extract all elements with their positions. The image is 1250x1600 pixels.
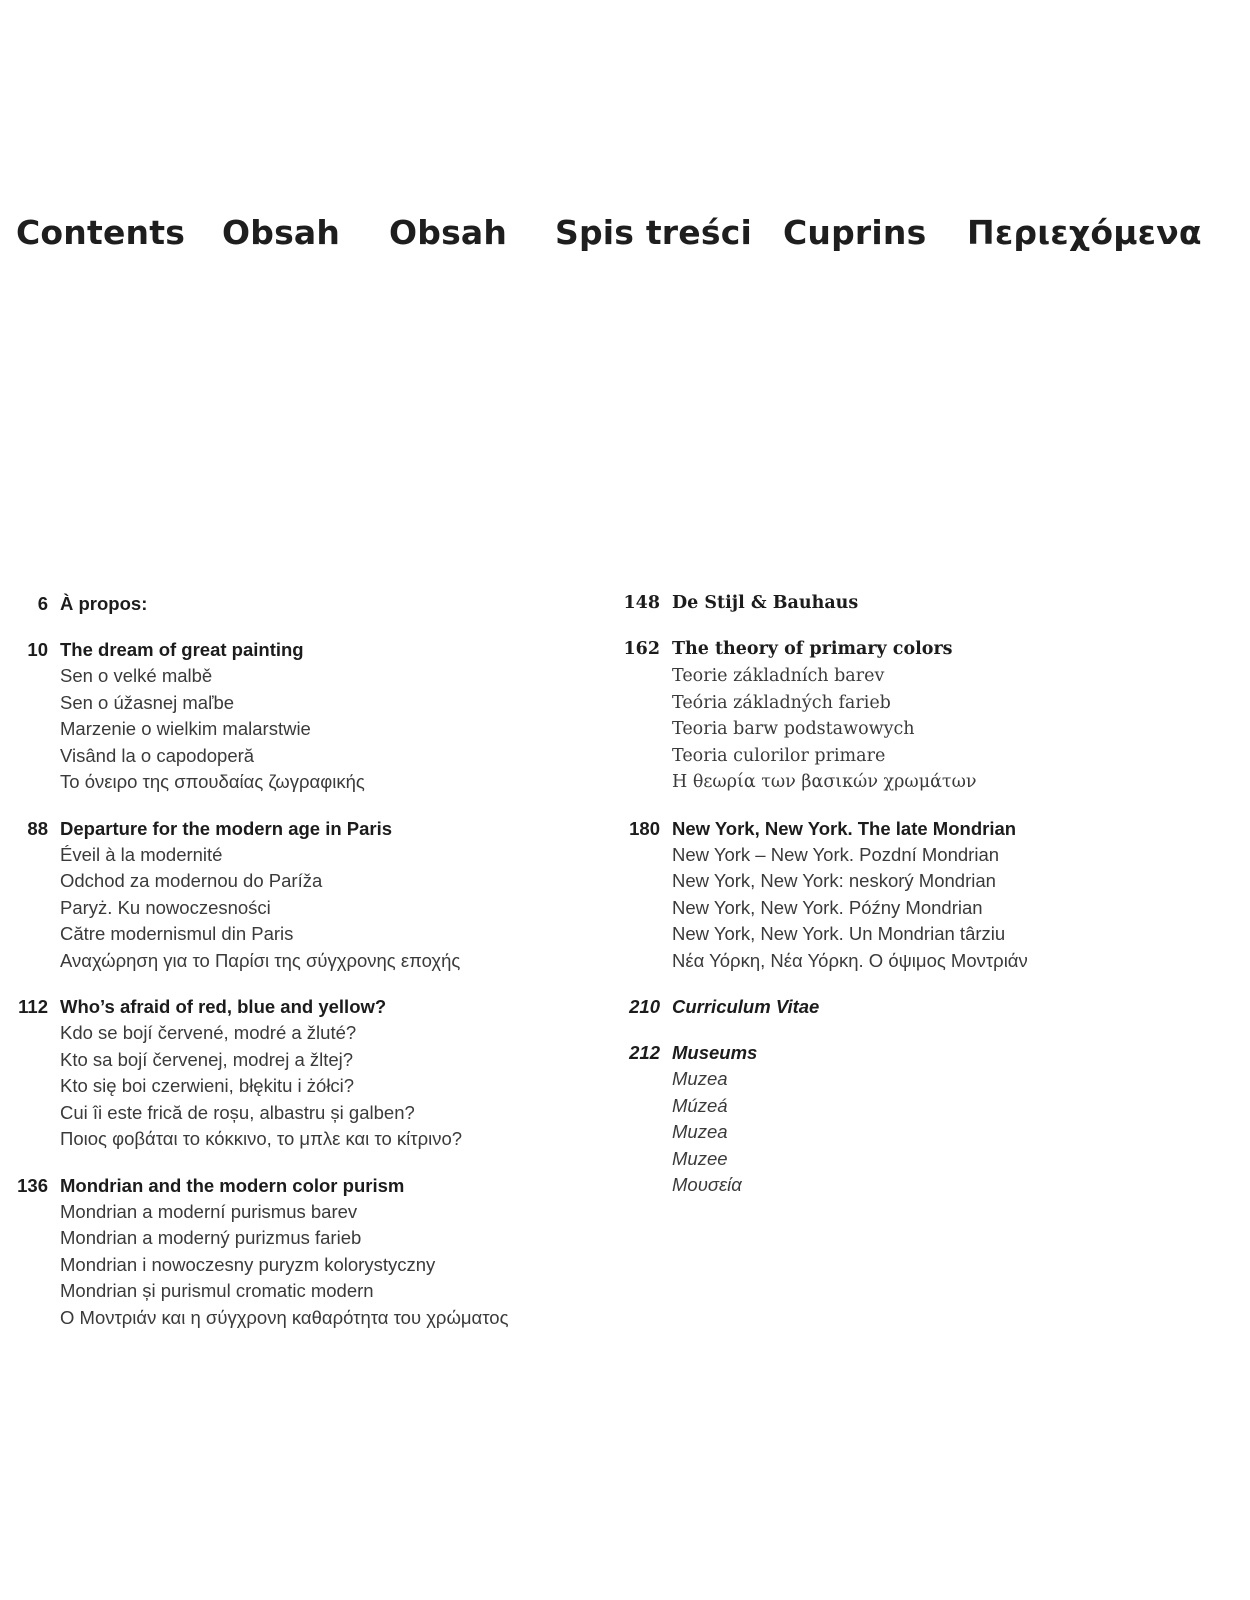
translation-slovak: Sen o úžasnej maľbe (60, 691, 235, 713)
translation-czech: Mondrian a moderní purismus barev (60, 1200, 358, 1222)
page-number: 210 (629, 996, 660, 1017)
entry-title: À propos: (60, 593, 148, 614)
toc-right-column (612, 590, 1172, 1218)
entry-title: Departure for the modern age in Paris (60, 817, 393, 839)
translation-list (0, 663, 560, 796)
toc-entry-new-york (612, 815, 1172, 975)
translation-list (0, 842, 560, 975)
translation-romanian: Visând la o capodoperă (60, 744, 255, 766)
heading-czech: Obsah (222, 213, 341, 252)
translation-slovak: Múzeá (672, 1094, 728, 1116)
translation-czech: Kdo se bojí červené, modré a žluté? (60, 1022, 357, 1043)
translation-slovak: Mondrian a moderný purizmus farieb (60, 1227, 362, 1248)
translation-romanian: Muzee (672, 1147, 728, 1169)
translation-romanian: Mondrian și purismul cromatic modern (60, 1280, 374, 1301)
heading-romanian: Cuprins (783, 213, 927, 252)
toc-entry-color-purism (0, 1172, 560, 1332)
translation-slovak: New York, New York: neskorý Mondrian (672, 870, 996, 891)
page-number: 148 (623, 593, 660, 613)
translation-slovak: Teória základných farieb (672, 692, 891, 713)
entry-title: The dream of great painting (60, 639, 304, 660)
heading-slovak: Obsah (389, 213, 508, 252)
translation-polish: Mondrian i nowoczesny puryzm kolorystyczny (60, 1253, 436, 1275)
entry-title: Mondrian and the modern color purism (60, 1174, 405, 1196)
translation-polish: Kto się boi czerwieni, błękitu i żółci? (60, 1075, 355, 1096)
toc-entry-curriculum-vitae (612, 993, 1172, 1020)
translation-greek: Νέα Υόρκη, Νέα Υόρκη. Ο όψιμος Μοντριάν (672, 949, 1028, 971)
heading-polish: Spis treści (555, 213, 752, 252)
translation-polish: New York, New York. Późny Mondrian (672, 896, 983, 918)
toc-entry-de-stijl-bauhaus (612, 590, 1172, 617)
translation-list (0, 1020, 560, 1153)
translation-czech: Muzea (672, 1068, 728, 1089)
toc-entry-primary-colors (612, 636, 1172, 796)
page-number: 180 (629, 817, 660, 839)
heading-english: Contents (16, 213, 186, 252)
toc-entry-whos-afraid (0, 993, 560, 1153)
entry-title: New York, New York. The late Mondrian (672, 817, 1017, 839)
page-number: 212 (629, 1042, 660, 1063)
translation-greek: Ο Μοντριάν και η σύγχρονη καθαρότητα του χρώματος (60, 1306, 509, 1328)
translation-romanian: Cui îi este frică de roșu, albastru și galben? (60, 1101, 415, 1123)
translation-romanian: Către modernismul din Paris (60, 923, 294, 944)
toc-entry-apropos (0, 590, 560, 617)
translation-czech: Sen o velké malbě (60, 665, 213, 686)
translation-greek: Ποιος φοβάται το κόκκινο, το μπλε και το κίτρινο? (60, 1128, 463, 1149)
page-number: 88 (27, 817, 48, 839)
page-number: 136 (17, 1174, 48, 1196)
heading-greek: Περιεχόμενα (967, 213, 1202, 252)
translation-french: Éveil à la modernité (60, 843, 223, 865)
translation-czech: New York – New York. Pozdní Mondrian (672, 843, 1000, 865)
toc-entry-museums (612, 1039, 1172, 1199)
contents-headings (0, 208, 1250, 258)
entry-title: Curriculum Vitae (672, 996, 820, 1017)
toc-left-column (0, 590, 560, 1350)
translation-greek: Η θεωρία των βασικών χρωμάτων (672, 772, 977, 792)
page-number: 112 (18, 996, 48, 1017)
translation-polish: Muzea (672, 1121, 728, 1142)
translation-polish: Paryż. Ku nowoczesności (60, 896, 271, 918)
page-number: 162 (623, 639, 660, 659)
entry-title: Museums (672, 1042, 758, 1063)
translation-list (612, 663, 1172, 796)
translation-slovak: Odchod za modernou do Paríža (60, 870, 323, 891)
translation-polish: Marzenie o wielkim malarstwie (60, 718, 311, 739)
page-number: 6 (37, 593, 48, 614)
translation-greek: Μουσεία (672, 1174, 742, 1195)
toc-entry-dream-of-great-painting (0, 636, 560, 796)
translation-list (612, 842, 1172, 975)
translation-list (612, 1066, 1172, 1199)
translation-slovak: Kto sa bojí červenej, modrej a žltej? (60, 1048, 354, 1070)
translation-romanian: New York, New York. Un Mondrian târziu (672, 923, 1006, 944)
translation-romanian: Teoria culorilor primare (672, 745, 886, 766)
translation-greek: Το όνειρο της σπουδαίας ζωγραφικής (60, 771, 365, 792)
translation-list (0, 1199, 560, 1332)
translation-czech: Teorie základních barev (672, 666, 885, 686)
entry-title: The theory of primary colors (672, 639, 953, 659)
page-number: 10 (27, 639, 48, 660)
translation-greek: Αναχώρηση για το Παρίσι της σύγχρονης εποχής (60, 949, 461, 971)
toc-entry-departure-paris (0, 815, 560, 975)
entry-title: De Stijl & Bauhaus (672, 593, 859, 613)
entry-title: Who’s afraid of red, blue and yellow? (60, 996, 387, 1017)
translation-polish: Teoria barw podstawowych (672, 719, 915, 739)
